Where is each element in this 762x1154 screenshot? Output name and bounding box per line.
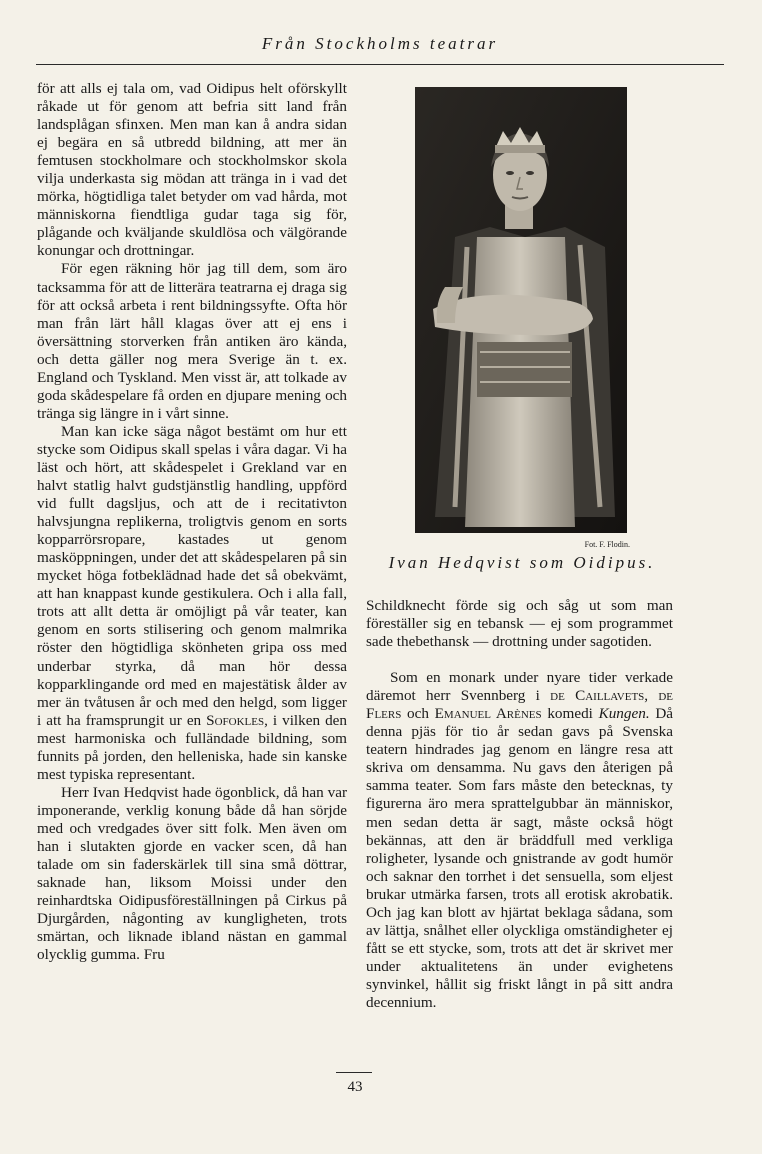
page-number: 43 — [347, 1079, 363, 1095]
paragraph-5: Schildknecht förde sig och såg ut som man föreställer sig en tebansk — ej som programmet sade thebethansk — drottning under sagotiden. — [366, 597, 673, 651]
conjunction-och: och — [407, 705, 429, 723]
paragraph-3-tail: , i vilken den mest harmoniska och fulländade bildning, som funnits på jorden, den helleniska, hade sin kanske mest typiska representant. — [37, 711, 348, 783]
paragraph-6-body: Då denna pjäs för tio år sedan gavs på Svenska teatern hindrades jag genom en längre resa att skriva om densamma. Nu gavs den återigen på samma teater. Som fars måste den betecknas, ty figurerna äro mera sprattelgubbar än människor, men sedan detta är sagt, måste också högt bekännas, att den är bräddfull med verkliga roligheter, lysande och gnistrande av godt humör och saknar den torrhet i det sensuella, som eljest brukar utmärka farsen, trots all erotisk akrobatik. Och jag kan blott av hjärtat beklaga sådana, som av lättja, snålhet eller olyckliga omständigheter ej fått se ett stycke, som, trots att det är skrivet mer under aktualitetens än under evighetens synvinkel, hållit sig friskt långt in på sitt andra decennium. — [366, 705, 674, 1011]
paragraph-3 — [37, 423, 347, 784]
play-title-kungen: Kungen. — [598, 705, 650, 723]
word-komedi: komedi — [547, 705, 593, 723]
left-column — [37, 80, 347, 964]
running-header: Från Stockholms teatrar — [261, 34, 499, 53]
actor-portrait-illustration — [415, 87, 627, 533]
author-name-sofokles: Sofokles — [206, 711, 265, 729]
paragraph-1: för att alls ej tala om, vad Oidipus helt oförskyllt råkade ut för genom att befria sitt land från landsplågan sfinxen. Men man kan å andra sidan ej begära en så utbredd bildning, att mer än femtusen stockholmare och stockholmskor skola vilja underkasta sig mödan att tränga in i vad det mörka, högtidliga talet betyder om vad hårda, mot människorna fiendtliga gudar taga sig för, plågande och kväljande skuldlösa och välgörande konungar och drottningar. — [37, 80, 347, 260]
paragraph-4: Herr Ivan Hedqvist hade ögonblick, då han var imponerande, verklig konung både då han sörjde med och vredgades över sitt folk. Men även om han i slutakten gjorde en vacker scen, då han talade om sin faderskärlek till sina små döttrar, saknade han, liksom Moissi under den reinhardtska Oidipusföreställningen på Cirkus på Djurgården, någonting av kungligheten, trots smärtan, och liknade ibland nästan en gammal olycklig gumma. Fru — [37, 783, 347, 964]
photo-credit: Fot. F. Flodin. — [584, 540, 630, 549]
paragraph-2: För egen räkning hör jag till dem, som äro tacksamma för att de litterära teatrarna ej draga sig för att också arbeta i rent bildningssyfte. Ofta hör man från lärt håll klagas över att ej ens i översättning storverken från antiken äro kända, och detta gäller nog mera Sverige än t. ex. England och Tyskland. Men visst är, att tolkade av goda skådespelare få orden en djupare mening och tränga sig längre in i vårt sinne. — [37, 260, 347, 422]
paragraph-6: Som en monark under nyare tider verkade däremot herr Svennberg i de Caillavets, de Flers och Emanuel Arènes komedi Kungen. Då denna pjäs för tio år sedan gavs på Svenska teatern hindrades jag genom en längre resa att skriva om densamma. Nu gavs den återigen på samma teater. Som fars måste den betecknas, ty figurerna äro mera sprattelgubbar än människor, men sedan detta är sagt, måste också högt bekännas, att den är bräddfull med verkliga roligheter, lysande och gnistrande av godt humör och saknar den torrhet i det sensuella, som eljest brukar utmärka farsen, trots all erotisk akrobatik. Och jag kan blott av hjärtat beklaga sådana, som av lättja, snålhet eller olyckliga omständigheter ej fått se ett stycke, som, trots att det är skrivet mer under aktualitetens än under evighetens synvinkel, hållit sig friskt långt in på sitt andra decennium. — [366, 669, 674, 1011]
author-prefix-de-2: de — [658, 687, 674, 705]
author-name-emanuel-arenes: Emanuel Arènes — [434, 705, 542, 723]
paragraph-6-intro: Som en monark under nyare tider verkade däremot herr Svennberg i — [366, 669, 673, 705]
photo-caption: Ivan Hedqvist som Oidipus. — [388, 553, 656, 572]
author-prefix-de-1: de — [550, 687, 565, 705]
portrait-photo — [415, 87, 627, 533]
header-rule — [36, 64, 724, 65]
author-name-caillavets: Caillavets — [575, 687, 645, 705]
footer-rule — [336, 1072, 372, 1073]
paragraph-3-text: Man kan icke säga något bestämt om hur ett stycke som Oidipus skall spelas i våra dagar. Vi ha läst och hört, att skådespelet i Grekland var en halvt statlig halvt gudstjänstlig handling, uppförd vid fullt dagsljus, och att de i recitativton halvsjungna replikerna, troligtvis genom en sorts kopparrörsropare, kastades ut genom masköppningen, under det att skådespelaren på sin mycket höga fotbeklädnad hade det så obekvämt, att han knappast kunde gestikulera. Och i alla fall, trots att allt detta är omöjligt på vår teater, kan genom en sorts stilisering och genom malmrika röster den högtidliga skönheten gripa oss med underbar styrka, då man hör dessa kopparklingande ord med en majestätisk ålder av mer än tvåtusen år och med den helgd, som ligger i att ha framsprungit ur en — [37, 422, 347, 729]
right-column — [366, 597, 673, 1012]
author-name-flers: Flers — [366, 705, 402, 723]
